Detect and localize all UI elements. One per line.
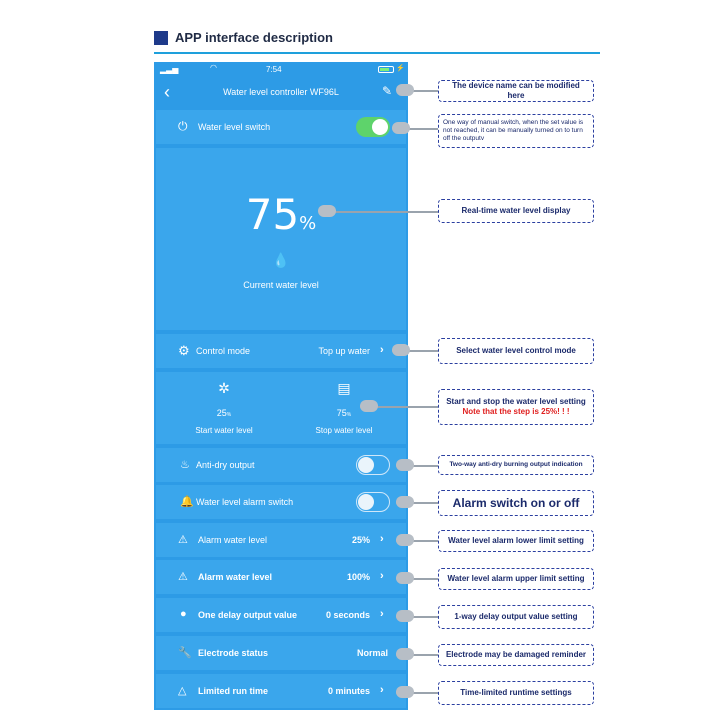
charging-icon: ⚡ [396, 65, 405, 72]
chevron-right-icon: › [380, 533, 384, 545]
delay-output-label: One delay output value [198, 610, 298, 620]
alarm-switch-row [156, 485, 406, 519]
water-level-switch-row [156, 110, 406, 144]
header-rule [154, 52, 600, 54]
pointer-line [320, 211, 438, 213]
callout-start-stop [438, 389, 594, 425]
bell-icon: 🔔 [180, 496, 194, 508]
chevron-right-icon: › [380, 344, 384, 356]
start-level-label: Start water level [195, 426, 253, 435]
chevron-left-icon[interactable]: ‹ [164, 82, 170, 102]
run-time-label: Limited run time [198, 686, 269, 696]
alarm-switch-toggle[interactable] [356, 492, 390, 512]
device-name: Water level controller WF96L [223, 87, 339, 97]
callout-delay: 1-way delay output value setting [438, 605, 594, 629]
pointing-hand-icon [360, 400, 378, 412]
electrode-status-label: Electrode status [198, 648, 269, 658]
stop-value-unit: % [346, 412, 352, 418]
alarm-upper-row[interactable] [156, 560, 406, 594]
pointing-hand-icon [396, 496, 414, 508]
run-time-row[interactable] [156, 674, 406, 708]
anti-dry-label: Anti-dry output [196, 460, 255, 470]
electrode-status-value: Normal [356, 648, 388, 658]
callout-runtime: Time-limited runtime settings [438, 681, 594, 705]
start-level-value[interactable] [194, 408, 254, 418]
callout-electrode: Electrode may be damaged reminder [438, 644, 594, 666]
pointing-hand-icon [318, 205, 336, 217]
tank-icon: ▤ [337, 380, 351, 396]
battery-icon [378, 66, 394, 73]
clock-icon: ● [180, 608, 187, 620]
electrode-status-row [156, 636, 406, 670]
callout-upper-limit: Water level alarm upper limit setting [438, 568, 594, 590]
water-level-switch-toggle[interactable] [356, 117, 390, 137]
chevron-right-icon: › [380, 684, 384, 696]
pencil-icon[interactable]: ✎ [382, 84, 393, 98]
alarm-upper-value: 100% [346, 572, 370, 582]
water-drops-icon: 💧 [272, 252, 290, 268]
alarm-lower-row[interactable] [156, 523, 406, 557]
pointing-hand-icon [396, 686, 414, 698]
pointing-hand-icon [396, 648, 414, 660]
anti-dry-toggle[interactable] [356, 455, 390, 475]
power-icon: ⏻ [178, 119, 188, 133]
callout-anti-dry: Two-way anti-dry burning output indication [438, 455, 594, 475]
water-level-switch-label: Water level switch [198, 122, 271, 132]
chevron-right-icon: › [380, 608, 384, 620]
header-marker [154, 31, 168, 45]
gear-icon: ⚙ [178, 343, 190, 358]
callout-device-name: The device name can be modified here [438, 80, 594, 102]
delay-output-row[interactable] [156, 598, 406, 632]
triangle-icon: △ [178, 685, 187, 697]
pointing-hand-icon [396, 84, 414, 96]
alarm-switch-label: Water level alarm switch [196, 497, 294, 507]
delay-output-value: 0 seconds [325, 610, 370, 620]
alarm-lower-label: Alarm water level [198, 535, 268, 545]
callout-alarm-switch [438, 490, 594, 516]
level-display-card [156, 148, 406, 330]
pointing-hand-icon [392, 122, 410, 134]
pointing-hand-icon [392, 344, 410, 356]
callout-start-stop-warning: Note that the step is 25%! ! ! [462, 407, 570, 416]
control-mode-row[interactable] [156, 334, 406, 368]
wifi-icon: ◠ [210, 63, 217, 72]
alarm-light-icon: ⚠ [178, 534, 188, 546]
nav-bar [154, 78, 408, 108]
status-bar [154, 62, 408, 76]
callout-control-mode: Select water level control mode [438, 338, 594, 364]
callout-alarm-switch-text: Alarm switch on or off [452, 495, 580, 510]
stop-level-label: Stop water level [315, 426, 373, 435]
current-level-label: Current water level [243, 280, 319, 290]
control-mode-value: Top up water [318, 346, 370, 356]
start-value-number: 25 [216, 408, 227, 418]
run-time-value: 0 minutes [327, 686, 370, 696]
page-title: APP interface description [175, 30, 333, 45]
callout-start-stop-text: Start and stop the water level setting [446, 397, 586, 407]
callout-realtime: Real-time water level display [438, 199, 594, 223]
level-unit: % [299, 213, 317, 234]
control-mode-label: Control mode [196, 346, 251, 356]
pointing-hand-icon [396, 610, 414, 622]
callout-manual-switch: One way of manual switch, when the set value is not reached, it can be manually turned on to turn off the outputv [438, 114, 594, 148]
alarm-upper-label: Alarm water level [198, 572, 273, 582]
chevron-right-icon: › [380, 570, 384, 582]
callout-lower-limit: Water level alarm lower limit setting [438, 530, 594, 552]
anti-dry-row [156, 448, 406, 482]
stop-value-number: 75 [336, 408, 347, 418]
toggle-knob [358, 494, 374, 510]
pointing-hand-icon [396, 534, 414, 546]
level-number: 75 [245, 190, 300, 239]
toggle-knob [372, 119, 388, 135]
pointing-hand-icon [396, 459, 414, 471]
pointing-hand-icon [396, 572, 414, 584]
fan-icon: ✲ [218, 380, 230, 396]
phone-screen [154, 62, 408, 710]
alarm-lower-value: 25% [351, 535, 370, 545]
current-level-value [156, 190, 406, 239]
alarm-light-icon: ⚠ [178, 571, 188, 583]
status-time: 7:54 [266, 65, 282, 74]
signal-icon: ▂▃▅ [160, 65, 179, 74]
toggle-knob [358, 457, 374, 473]
wrench-icon: 🔧 [178, 647, 192, 659]
flame-icon: ♨ [180, 459, 190, 471]
start-value-unit: % [226, 412, 232, 418]
